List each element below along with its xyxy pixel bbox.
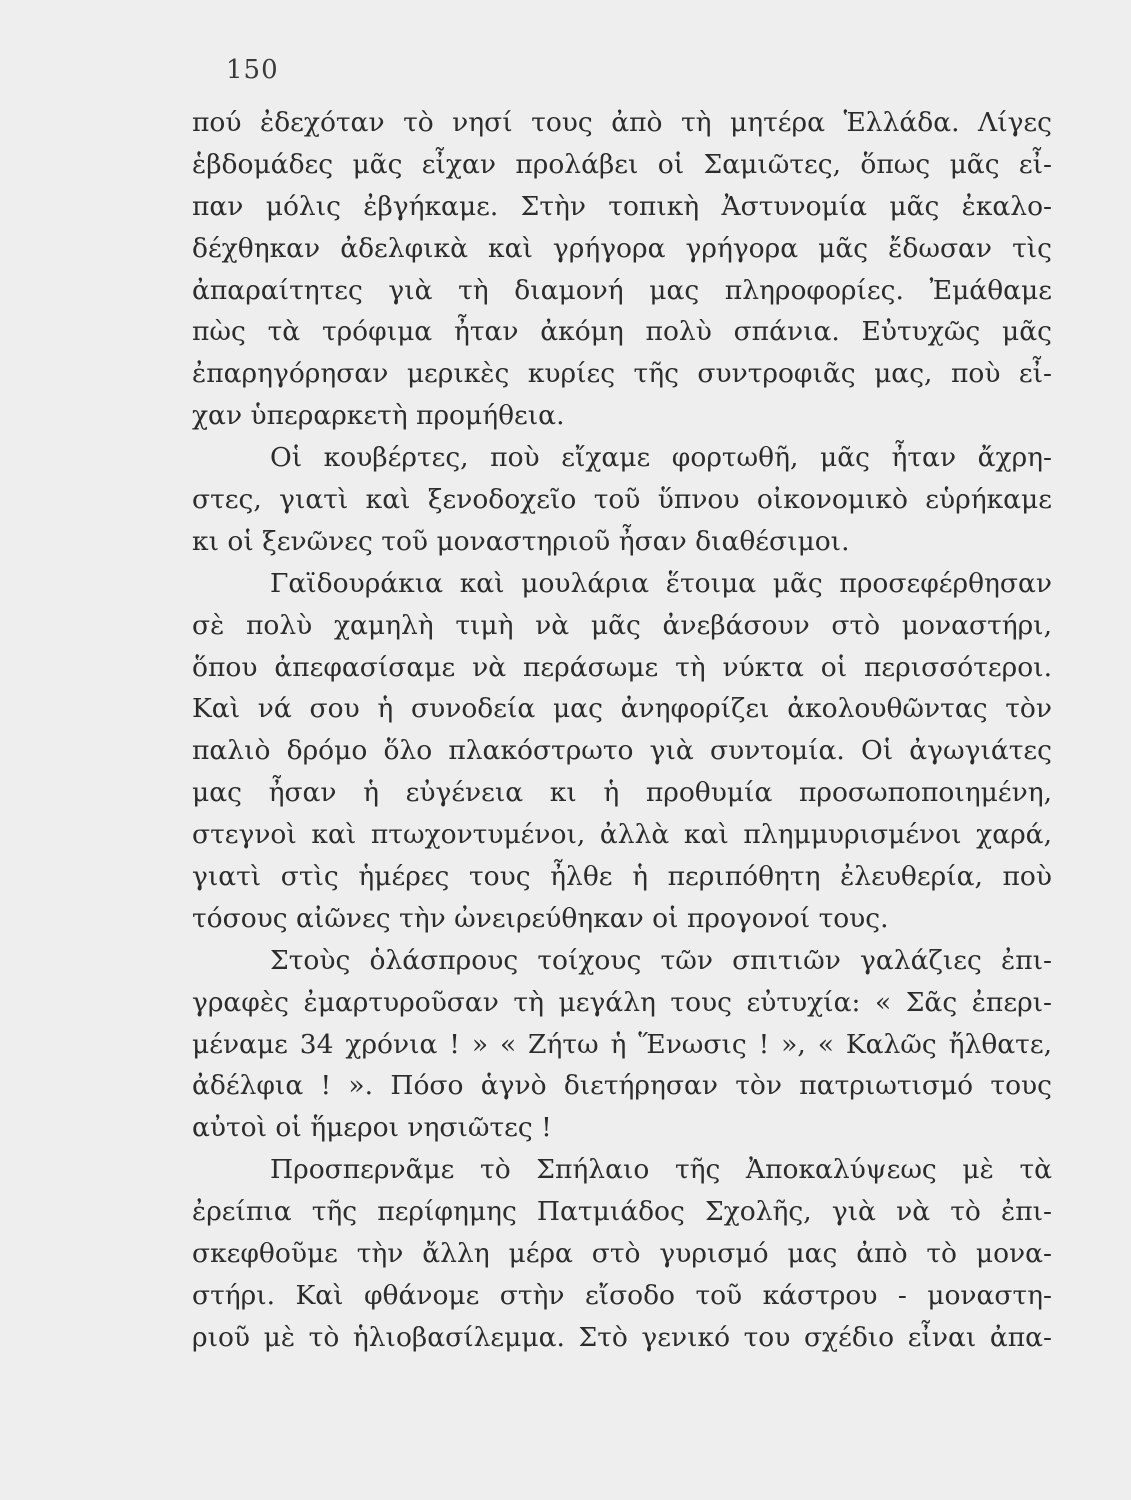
text-line: γιατὶ στὶς ἡμέρες τους ἦλθε ἡ περιπόθητη ἐλευθερία, ποὺ <box>192 861 1052 893</box>
text-line: Στοὺς ὁλάσπρους τοίχους τῶν σπιτιῶν γαλάζιες ἐπι- <box>270 944 1052 976</box>
text-line: στεγνοὶ καὶ πτωχοντυμένοι, ἀλλὰ καὶ πλημμυρισμένοι χαρά, <box>192 819 1052 851</box>
text-line: μέναμε 34 χρόνια ! » « Ζήτω ἡ Ἕνωσις ! », « Καλῶς ἤλθατε, <box>192 1028 1052 1060</box>
text-line: ὅπου ἀπεφασίσαμε νὰ περάσωμε τὴ νύκτα οἱ περισσότεροι. <box>192 651 1052 683</box>
page-number: 150 <box>226 55 279 85</box>
text-line: ἐπαρηγόρησαν μερικὲς κυρίες τῆς συντροφιᾶς μας, ποὺ εἶ- <box>192 358 1052 390</box>
text-line: δέχθηκαν ἀδελφικὰ καὶ γρήγορα γρήγορα μᾶς ἔδωσαν τὶς <box>192 232 1052 264</box>
text-line: Γαϊδουράκια καὶ μουλάρια ἕτοιμα μᾶς προσεφέρθησαν <box>270 567 1052 599</box>
text-line: στες, γιατὶ καὶ ξενοδοχεῖο τοῦ ὕπνου οἰκονομικὸ εὑρήκαμε <box>192 484 1052 516</box>
text-line: ἀδέλφια ! ». Πόσο ἁγνὸ διετήρησαν τὸν πατριωτισμό τους <box>192 1070 1052 1102</box>
text-line: μας ἦσαν ἡ εὐγένεια κι ἡ προθυμία προσωποποιημένη, <box>192 777 1052 809</box>
text-line: στήρι. Καὶ φθάνομε στὴν εἴσοδο τοῦ κάστρου - μοναστη- <box>192 1279 1052 1311</box>
text-line: πὼς τὰ τρόφιμα ἦταν ἀκόμη πολὺ σπάνια. Εὐτυχῶς μᾶς <box>192 316 1052 348</box>
text-line: τόσους αἰῶνες τὴν ὠνειρεύθηκαν οἱ προγονοί τους. <box>192 902 889 934</box>
text-line: σκεφθοῦμε τὴν ἄλλη μέρα στὸ γυρισμό μας ἀπὸ τὸ μονα- <box>192 1238 1052 1270</box>
text-line: γραφὲς ἐμαρτυροῦσαν τὴ μεγάλη τους εὐτυχία: « Σᾶς ἐπερι- <box>192 986 1052 1018</box>
text-line: παλιὸ δρόμο ὅλο πλακόστρωτο γιὰ συντομία. Οἱ ἀγωγιάτες <box>192 735 1052 767</box>
text-line: πού ἐδεχόταν τὸ νησί τους ἀπὸ τὴ μητέρα Ἑλλάδα. Λίγες <box>192 107 1052 138</box>
text-line: ἐρείπια τῆς περίφημης Πατμιάδος Σχολῆς, γιὰ νὰ τὸ ἐπι- <box>192 1196 1052 1228</box>
text-line: κι οἱ ξενῶνες τοῦ μοναστηριοῦ ἦσαν διαθέσιμοι. <box>192 525 850 557</box>
text-line: ἑβδομάδες μᾶς εἶχαν προλάβει οἱ Σαμιῶτες, ὅπως μᾶς εἶ- <box>192 148 1052 180</box>
body-text <box>192 102 1052 1359</box>
text-line: σὲ πολὺ χαμηλὴ τιμὴ νὰ μᾶς ἀνεβάσουν στὸ μοναστήρι, <box>192 609 1052 641</box>
text-line: χαν ὑπεραρκετὴ προμήθεια. <box>192 400 565 432</box>
text-line: Καὶ νά σου ἡ συνοδεία μας ἀνηφορίζει ἀκολουθῶντας τὸν <box>192 693 1052 725</box>
text-line: Οἱ κουβέρτες, ποὺ εἴχαμε φορτωθῆ, μᾶς ἦταν ἄχρη- <box>270 442 1052 474</box>
text-line: ριοῦ μὲ τὸ ἡλιοβασίλεμμα. Στὸ γενικό του σχέδιο εἶναι ἀπα- <box>192 1321 1052 1353</box>
text-line: παν μόλις ἐβγήκαμε. Στὴν τοπικὴ Ἀστυνομία μᾶς ἐκαλο- <box>192 190 1052 222</box>
text-line: Προσπερνᾶμε τὸ Σπήλαιο τῆς Ἀποκαλύψεως μὲ τὰ <box>270 1154 1052 1186</box>
text-line: ἀπαραίτητες γιὰ τὴ διαμονή μας πληροφορίες. Ἐμάθαμε <box>192 274 1052 306</box>
text-line: αὐτοὶ οἱ ἥμεροι νησιῶτες ! <box>192 1112 552 1144</box>
